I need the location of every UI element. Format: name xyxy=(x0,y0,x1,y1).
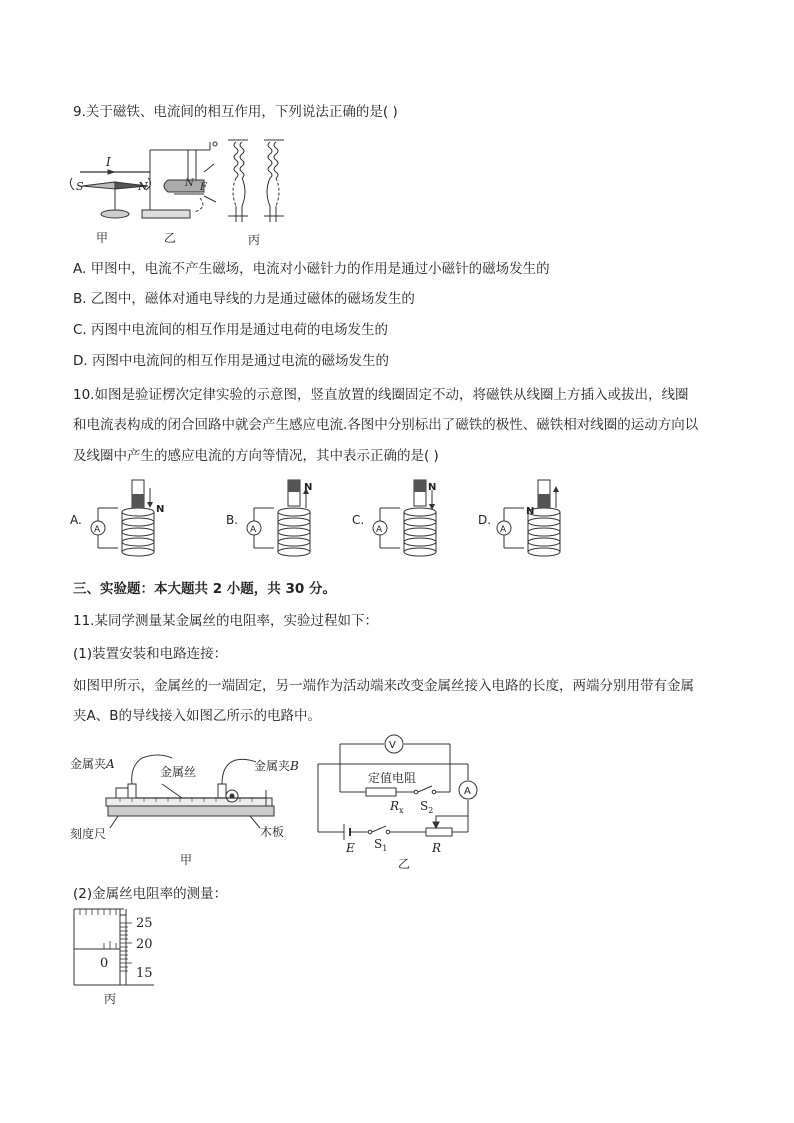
q11-fig-yi xyxy=(318,734,488,874)
q9-option-d: D. 丙图中电流间的相互作用是通过电流的磁场发生的 xyxy=(73,353,389,369)
s-pole-label: S xyxy=(76,180,84,193)
q10-option-b-label: B. xyxy=(226,513,239,527)
q10-diagram-c xyxy=(373,480,436,556)
q10-option-c-label: C. xyxy=(352,513,365,527)
q10-c-ammeter: A xyxy=(376,525,383,535)
s1-label: $S_1$ xyxy=(374,837,388,853)
q10-stem-line-1: 10.如图是验证楞次定律实验的示意图，竖直放置的线圈固定不动，将磁铁从线圈上方插入或拔出，线圈 xyxy=(73,387,689,403)
caption-bing-2: 丙 xyxy=(104,992,117,1006)
q11-fig-jia xyxy=(70,740,310,870)
caption-yi: 乙 xyxy=(164,231,177,245)
q11-stem: 11.某同学测量某金属丝的电阻率，实验过程如下： xyxy=(73,613,378,629)
q10-b-ammeter: A xyxy=(250,525,257,535)
q10-a-n: N xyxy=(156,504,165,515)
board-label: 木板 xyxy=(260,825,285,839)
scale-15: 15 xyxy=(136,966,153,981)
q9-option-c: C. 丙图中电流间的相互作用是通过电荷的电场发生的 xyxy=(73,322,389,338)
n-pole-label: N xyxy=(138,180,148,193)
current-label: I xyxy=(106,155,111,169)
voltmeter-label: V xyxy=(389,740,396,751)
scale-25: 25 xyxy=(136,916,153,931)
fig-bing-wires xyxy=(228,140,284,222)
ruler-label: 刻度尺 xyxy=(70,827,107,841)
fixed-resistor-label: 定值电阻 xyxy=(368,771,417,785)
q10-a-ammeter: A xyxy=(94,525,101,535)
q10-stem-line-3: 及线圈中产生的感应电流的方向等情况，其中表示正确的是( ) xyxy=(73,448,439,464)
q10-d-n: N xyxy=(526,506,535,517)
clip-a-label: 金属夹A xyxy=(70,757,115,771)
rx-label: $R_x$ xyxy=(390,799,404,815)
q11-part1-title: (1)装置安装和电路连接： xyxy=(73,646,228,662)
main-scale-zero: 0 xyxy=(100,956,109,971)
rheostat-label: R xyxy=(432,841,442,855)
q10-option-d-label: D. xyxy=(478,513,492,527)
force-label: F xyxy=(200,182,207,193)
caption-bing: 丙 xyxy=(248,233,261,247)
q9-option-a: A. 甲图中，电流不产生磁场，电流对小磁针力的作用是通过小磁针的磁场发生的 xyxy=(73,261,550,277)
q11-fig-bing xyxy=(70,905,170,1009)
q10-stem-line-2: 和电流表构成的闭合回路中就会产生感应电流.各图中分别标出了磁铁的极性、磁铁相对线圈的运动方向以 xyxy=(73,417,699,433)
q9-figure xyxy=(70,126,310,248)
q10-diagram-d xyxy=(497,480,560,556)
section-3-title: 三、实验题：本大题共 2 小题，共 30 分。 xyxy=(73,581,336,597)
q10-option-a-label: A. xyxy=(70,513,82,527)
q10-diagram-b xyxy=(247,480,313,556)
q11-part1-line-2: 夹A、B的导线接入如图乙所示的电路中。 xyxy=(73,708,321,724)
n-label-2: N xyxy=(185,178,194,189)
q9-stem: 9.关于磁铁、电流间的相互作用，下列说法正确的是( ) xyxy=(73,104,398,120)
ammeter-label: A xyxy=(464,786,471,797)
q10-b-n: N xyxy=(304,482,313,493)
s2-label: $S_2$ xyxy=(420,799,434,815)
metal-wire-label: 金属丝 xyxy=(160,765,197,779)
emf-label: E xyxy=(346,841,355,855)
q10-figure xyxy=(68,478,568,562)
q10-d-ammeter: A xyxy=(500,525,507,535)
fig-jia-compass xyxy=(70,170,150,218)
fig-yi-stand xyxy=(142,142,217,218)
clip-b-label: 金属夹B xyxy=(254,759,299,773)
caption-jia-2: 甲 xyxy=(180,853,193,867)
q9-option-b: B. 乙图中，磁体对通电导线的力是通过磁体的磁场发生的 xyxy=(73,291,415,307)
q10-c-n: N xyxy=(428,482,437,493)
scale-20: 20 xyxy=(136,937,153,952)
caption-yi-2: 乙 xyxy=(398,857,411,871)
q11-part1-line-1: 如图甲所示，金属丝的一端固定，另一端作为活动端来改变金属丝接入电路的长度，两端分别用带有金属 xyxy=(73,678,694,694)
caption-jia: 甲 xyxy=(96,231,109,245)
q10-diagram-a xyxy=(91,480,154,556)
q11-part2-title: (2)金属丝电阻率的测量： xyxy=(73,886,228,902)
